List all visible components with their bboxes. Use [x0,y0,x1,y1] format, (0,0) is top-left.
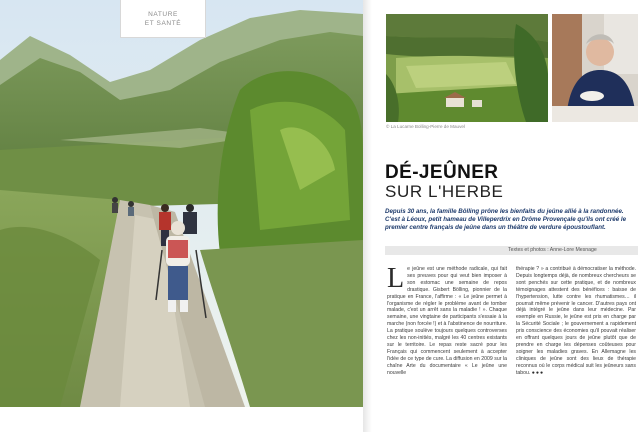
photo-caption: © La Lucarne Bolling-Pierre de Mauvel [386,124,465,129]
section-tag-line2: ET SANTÉ [144,19,182,27]
article-credit: Textes et photos : Anne-Lore Mesnage [508,247,597,253]
body-column-2 [516,266,636,377]
section-tag [120,0,206,38]
page-gutter [363,0,385,432]
section-tag-line1: NATURE [148,10,178,18]
drop-cap: L [387,263,405,294]
article-lead: Depuis 30 ans, la famille Bölling prône les bienfaits du jeûne allié à la randonnée. C'est à Léoux, petit hameau de Villeperdrix en Drôme Provençale qu'ils ont créé le premier centre français de jeûne dans un théâtre de verdure époustouflant. [385,208,627,231]
body-column-1-text: e jeûne est une méthode radicale, qui fait ses preuves pour qui veut bien imposer à son estomac une semaine de repos drastique. Gisbert Bölling, pionnier de la pratique en France, l'affirme : « Le jeûne permet à l'organisme de régler le problème avant de tomber malade, c'est un arrêt sans la maladie ! ». Chaque semaine, une vingtaine de participants s'essaie à la marche (non forcée !) et à l'abstinence de nourriture. La pratique soulève toujours quelques controverses chez les non-initiés, malgré les 40 centres existants sur le territoire. Le repas reste sacré pour les Français qui commencent seulement à accepter l'idée de ce type de cure. La diffusion en 2009 sur la chaîne Arte du documentaire « Le jeûne une nouvelle [387,266,507,376]
end-mark: ●●● [531,369,545,376]
article-title-line2: SUR L'HERBE [385,182,504,201]
man-eating-photo [552,14,638,122]
body-column-2-text: thérapie ? » a contribué à démocratiser la méthode. Depuis longtemps déjà, de nombreux chercheurs se sont penchés sur cette pratique, et de nombreux témoignages attestent des bénéfices : baisse de l'hypertension, lutte contre les rhumatismes… il pourrait même prévenir le cancer. D'autres pays ont déjà intégré le jeûne dans leur médecine. Par exemple en Russie, le jeûne est pris en charge par la Sécurité Sociale ; le gouvernement a rapidement pris conscience des économies qu'il pouvait réaliser en offrant quelques jours de jeûne plutôt que de prendre en charge les dépenses coûteuses pour soigner les maladies graves. En Allemagne les cliniques de jeûne sont des lieux de thérapie reconnus où le corps médical suit les jeûneurs sans tabou. [516,266,636,376]
article-title-line1: DÉ-JEÛNER [385,162,499,183]
body-column-1 [387,263,507,377]
landscape-photo [386,14,548,122]
